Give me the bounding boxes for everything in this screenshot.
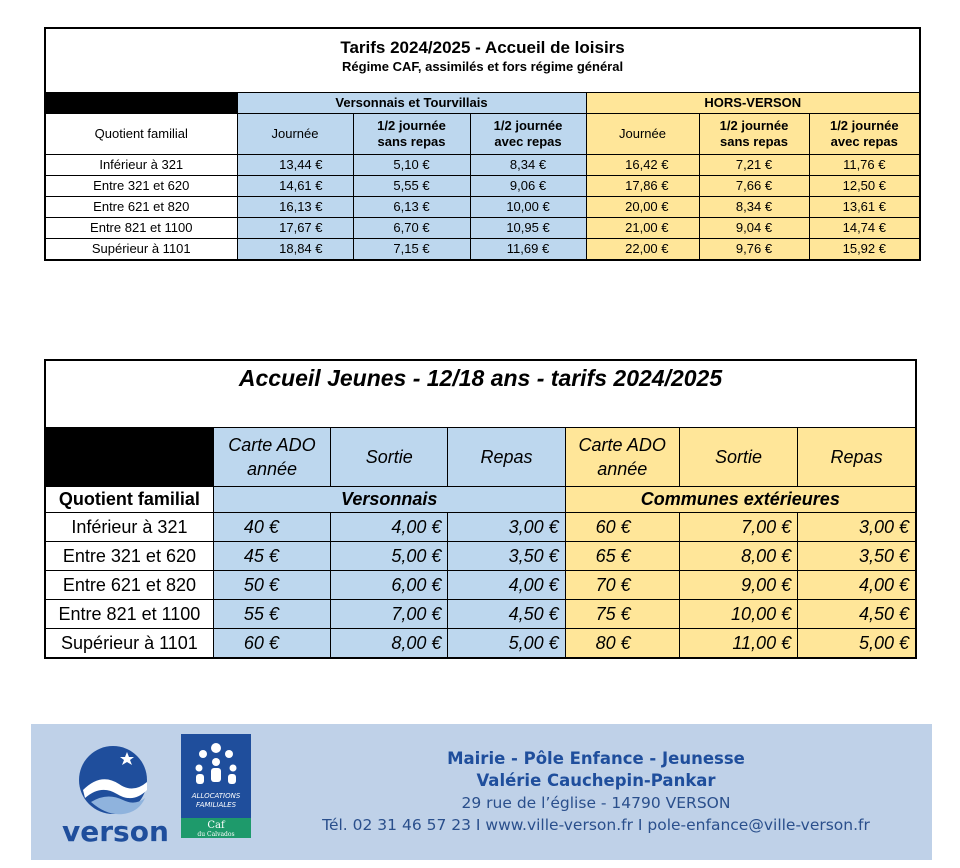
table2-header-carte-ado-ext: Carte ADO année [565, 428, 679, 487]
row-label: Supérieur à 1101 [45, 239, 237, 261]
price-cell: 5,55 € [353, 176, 470, 197]
price-cell: 17,67 € [237, 218, 353, 239]
verson-logo [61, 738, 181, 846]
table1-group-versonnais: Versonnais et Tourvillais [237, 93, 586, 114]
price-cell: 20,00 € [586, 197, 699, 218]
table-row [45, 542, 916, 571]
price-cell: 22,00 € [586, 239, 699, 261]
table1-header-demi-avec: 1/2 journée avec repas [470, 114, 586, 155]
svg-text:Caf: Caf [207, 820, 225, 831]
tarifs-accueil-loisirs-table [44, 27, 921, 261]
price-cell: 3,50 € [448, 542, 565, 571]
table1-header-demi-sans: 1/2 journée sans repas [353, 114, 470, 155]
svg-text:FAMILIALES: FAMILIALES [195, 801, 237, 809]
price-cell: 50 € [213, 571, 330, 600]
price-cell: 4,50 € [448, 600, 565, 629]
table1-header-demi-avec-hv: 1/2 journée avec repas [809, 114, 920, 155]
table-row [45, 629, 916, 659]
caf-logo-icon [181, 734, 251, 838]
price-cell: 15,92 € [809, 239, 920, 261]
table-row [45, 176, 920, 197]
price-cell: 65 € [565, 542, 679, 571]
price-cell: 4,50 € [798, 600, 916, 629]
price-cell: 4,00 € [798, 571, 916, 600]
table-row [45, 197, 920, 218]
price-cell: 13,44 € [237, 155, 353, 176]
price-cell: 4,00 € [331, 513, 448, 542]
price-cell: 5,00 € [448, 629, 565, 659]
table1-group-hors-verson: HORS-VERSON [586, 93, 920, 114]
price-cell: 3,00 € [798, 513, 916, 542]
tarifs-accueil-jeunes-table [44, 359, 917, 659]
table1-header-demi-sans-hv: 1/2 journée sans repas [699, 114, 809, 155]
price-cell: 6,13 € [353, 197, 470, 218]
price-cell: 80 € [565, 629, 679, 659]
price-cell: 16,13 € [237, 197, 353, 218]
table1-subtitle: Régime CAF, assimilés et fors régime général [342, 59, 624, 74]
price-cell: 75 € [565, 600, 679, 629]
svg-text:verson: verson [62, 815, 169, 846]
price-cell: 9,06 € [470, 176, 586, 197]
price-cell: 60 € [213, 629, 330, 659]
footer-line-address: 29 rue de l’église - 14790 VERSON [461, 794, 731, 812]
price-cell: 10,95 € [470, 218, 586, 239]
footer-line-contact-name: Valérie Cauchepin-Pankar [476, 771, 716, 790]
table2-header-carte-ado: Carte ADO année [213, 428, 330, 487]
footer-line-phone-web-email[interactable]: Tél. 02 31 46 57 23 I www.ville-verson.fr I pole-enfance@ville-verson.fr [322, 816, 870, 834]
price-cell: 17,86 € [586, 176, 699, 197]
footer-contact-text [271, 748, 921, 836]
table-row [45, 571, 916, 600]
price-cell: 11,76 € [809, 155, 920, 176]
table-row [45, 239, 920, 261]
price-cell: 4,00 € [448, 571, 565, 600]
price-cell: 18,84 € [237, 239, 353, 261]
table2-header-sortie-ext: Sortie [679, 428, 797, 487]
price-cell: 13,61 € [809, 197, 920, 218]
row-label: Entre 621 et 820 [45, 571, 213, 600]
table2-group-communes-ext: Communes extérieures [565, 487, 916, 513]
price-cell: 21,00 € [586, 218, 699, 239]
table-row [45, 600, 916, 629]
caf-logo [181, 734, 251, 838]
price-cell: 8,00 € [331, 629, 448, 659]
price-cell: 5,00 € [331, 542, 448, 571]
row-label: Inférieur à 321 [45, 155, 237, 176]
price-cell: 9,76 € [699, 239, 809, 261]
price-cell: 60 € [565, 513, 679, 542]
price-cell: 5,00 € [798, 629, 916, 659]
row-label: Entre 321 et 620 [45, 542, 213, 571]
price-cell: 9,04 € [699, 218, 809, 239]
table-row [45, 218, 920, 239]
price-cell: 14,61 € [237, 176, 353, 197]
price-cell: 45 € [213, 542, 330, 571]
price-cell: 8,34 € [470, 155, 586, 176]
price-cell: 6,70 € [353, 218, 470, 239]
verson-logo-icon [61, 738, 181, 846]
row-label: Entre 821 et 1100 [45, 218, 237, 239]
price-cell: 6,00 € [331, 571, 448, 600]
table2-header-repas: Repas [448, 428, 565, 487]
table2-header-sortie: Sortie [331, 428, 448, 487]
table1-header-journee-hv: Journée [586, 114, 699, 155]
price-cell: 55 € [213, 600, 330, 629]
price-cell: 12,50 € [809, 176, 920, 197]
table2-group-versonnais: Versonnais [213, 487, 565, 513]
table-row [45, 513, 916, 542]
price-cell: 7,00 € [331, 600, 448, 629]
price-cell: 14,74 € [809, 218, 920, 239]
footer-line-mairie: Mairie - Pôle Enfance - Jeunesse [447, 749, 745, 768]
table2-title: Accueil Jeunes - 12/18 ans - tarifs 2024/2025 [45, 360, 916, 428]
price-cell: 7,00 € [679, 513, 797, 542]
table1-title: Tarifs 2024/2025 - Accueil de loisirs [340, 38, 625, 57]
price-cell: 10,00 € [470, 197, 586, 218]
price-cell: 5,10 € [353, 155, 470, 176]
table1-corner [45, 93, 237, 114]
price-cell: 9,00 € [679, 571, 797, 600]
price-cell: 7,15 € [353, 239, 470, 261]
svg-text:ALLOCATIONS: ALLOCATIONS [191, 792, 241, 800]
price-cell: 11,00 € [679, 629, 797, 659]
price-cell: 40 € [213, 513, 330, 542]
table-row [45, 155, 920, 176]
price-cell: 16,42 € [586, 155, 699, 176]
row-label: Entre 821 et 1100 [45, 600, 213, 629]
price-cell: 7,21 € [699, 155, 809, 176]
price-cell: 3,50 € [798, 542, 916, 571]
price-cell: 8,34 € [699, 197, 809, 218]
row-label: Supérieur à 1101 [45, 629, 213, 659]
footer-contact-banner [31, 724, 932, 860]
price-cell: 8,00 € [679, 542, 797, 571]
price-cell: 10,00 € [679, 600, 797, 629]
price-cell: 7,66 € [699, 176, 809, 197]
table1-header-qf: Quotient familial [45, 114, 237, 155]
row-label: Inférieur à 321 [45, 513, 213, 542]
svg-text:du Calvados: du Calvados [197, 831, 235, 838]
table1-title-cell [45, 28, 920, 93]
price-cell: 70 € [565, 571, 679, 600]
table2-header-qf: Quotient familial [45, 487, 213, 513]
row-label: Entre 321 et 620 [45, 176, 237, 197]
price-cell: 3,00 € [448, 513, 565, 542]
table2-header-repas-ext: Repas [798, 428, 916, 487]
table2-corner [45, 428, 213, 487]
price-cell: 11,69 € [470, 239, 586, 261]
table1-header-journee: Journée [237, 114, 353, 155]
row-label: Entre 621 et 820 [45, 197, 237, 218]
